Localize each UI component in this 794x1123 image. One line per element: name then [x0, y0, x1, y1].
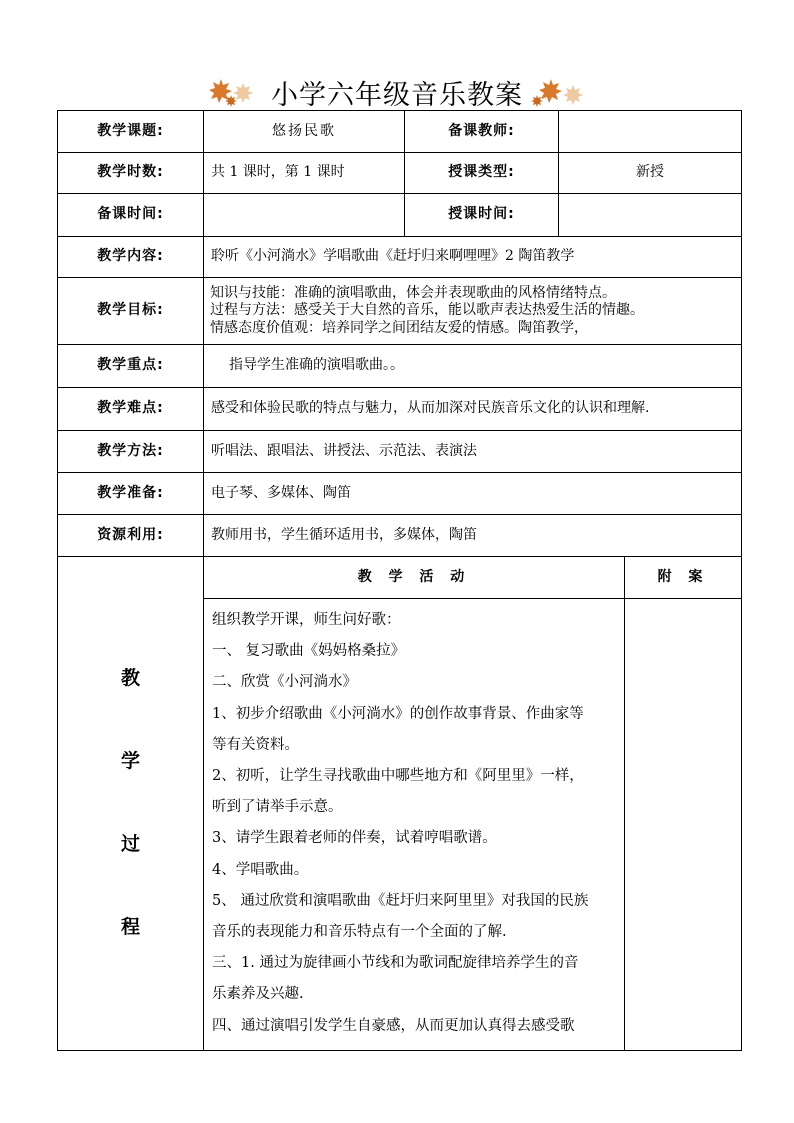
process-char: 学: [120, 750, 140, 772]
resources-value: 教师用书，学生循环适用书，多媒体，陶笛: [204, 515, 742, 557]
activity-line: 1、初步介绍歌曲《小河淌水》的创作故事背景、作曲家等: [212, 705, 584, 722]
activity-line: 3、请学生跟着老师的伴奏，试着哼唱歌谱。: [212, 830, 497, 847]
key-points-value: 指导学生准确的演唱歌曲。。: [204, 345, 742, 388]
row-hours: [58, 153, 742, 194]
row-resources: [58, 515, 742, 557]
process-side-label: [58, 557, 204, 1051]
goals-line: 知识与技能：准确的演唱歌曲，体会并表现歌曲的风格情绪特点。: [210, 284, 616, 301]
activity-line: 一、 复习歌曲《妈妈格桑拉》: [212, 643, 406, 660]
activity-line: 5、 通过欣赏和演唱歌曲《赶圩归来阿里里》对我国的民族: [212, 892, 589, 909]
row-goals: [58, 278, 742, 345]
page-header: [0, 70, 794, 114]
resources-label: 资源利用:: [58, 515, 204, 557]
process-char: 过: [120, 833, 140, 855]
notes-body: [625, 599, 742, 1051]
content-label: 教学内容:: [58, 237, 204, 278]
activity-line: 乐素养及兴趣.: [212, 986, 304, 1003]
row-key-points: [58, 345, 742, 388]
activity-line: 音乐的表现能力和音乐特点有一个全面的了解.: [212, 924, 507, 941]
maple-leaf-icon: [207, 73, 263, 111]
lesson-type-label: 授课类型:: [405, 153, 559, 194]
preparation-value: 电子琴、多媒体、陶笛: [204, 473, 742, 515]
teacher-value: [559, 111, 742, 153]
activity-body: [204, 599, 625, 1051]
activity-header: 教 学 活 动: [204, 557, 625, 599]
activity-line: 4、学唱歌曲。: [212, 861, 309, 878]
process-char: 教: [120, 667, 140, 689]
activity-line: 四、通过演唱引发学生自豪感，从而更加认真得去感受歌: [212, 1017, 575, 1034]
activity-line: 听到了请举手示意。: [212, 799, 343, 816]
row-difficulties: [58, 388, 742, 431]
activity-line: 2、初听，让学生寻找歌曲中哪些地方和《阿里里》一样，: [212, 768, 584, 785]
row-topic: [58, 111, 742, 153]
activity-line: 等有关资料。: [212, 736, 299, 753]
difficulties-label: 教学难点:: [58, 388, 204, 431]
row-content: [58, 237, 742, 278]
difficulties-value: 感受和体验民歌的特点与魅力，从而加深对民族音乐文化的认识和理解.: [204, 388, 742, 431]
teacher-label: 备课教师:: [405, 111, 559, 153]
activity-line: 三、1. 通过为旋律画小节线和为歌词配旋律培养学生的音: [212, 955, 579, 972]
row-preparation: [58, 473, 742, 515]
methods-label: 教学方法:: [58, 431, 204, 473]
key-points-label: 教学重点:: [58, 345, 204, 388]
lesson-type-value: 新授: [559, 153, 742, 194]
maple-leaf-icon: [531, 73, 587, 111]
hours-label: 教学时数:: [58, 153, 204, 194]
methods-value: 听唱法、跟唱法、讲授法、示范法、表演法: [204, 431, 742, 473]
notes-header: 附 案: [625, 557, 742, 599]
topic-value: 悠扬民歌: [204, 111, 405, 153]
content-value: 聆听《小河淌水》学唱歌曲《赶圩归来啊哩哩》2 陶笛教学: [204, 237, 742, 278]
goals-label: 教学目标:: [58, 278, 204, 345]
row-process-header: [58, 557, 742, 599]
process-char: 程: [120, 916, 140, 938]
goals-line: 过程与方法：感受关于大自然的音乐，能以歌声表达热爱生活的情趣。: [210, 302, 644, 319]
preparation-label: 教学准备:: [58, 473, 204, 515]
page-title: 小学六年级音乐教案: [271, 79, 523, 111]
row-methods: [58, 431, 742, 473]
topic-label: 教学课题:: [58, 111, 204, 153]
goals-value: [204, 278, 742, 345]
hours-value: 共 1 课时，第 1 课时: [204, 153, 405, 194]
lesson-plan-table: [57, 110, 742, 1051]
activity-line: 二、欣赏《小河淌水》: [212, 674, 357, 691]
prep-time-label: 备课时间:: [58, 194, 204, 237]
activity-line: 组织教学开课，师生问好歌：: [212, 612, 401, 628]
teach-time-label: 授课时间:: [405, 194, 559, 237]
row-prep-time: [58, 194, 742, 237]
prep-time-value: [204, 194, 405, 237]
goals-line: 情感态度价值观：培养同学之间团结友爱的情感。陶笛教学，: [210, 319, 588, 336]
teach-time-value: [559, 194, 742, 237]
